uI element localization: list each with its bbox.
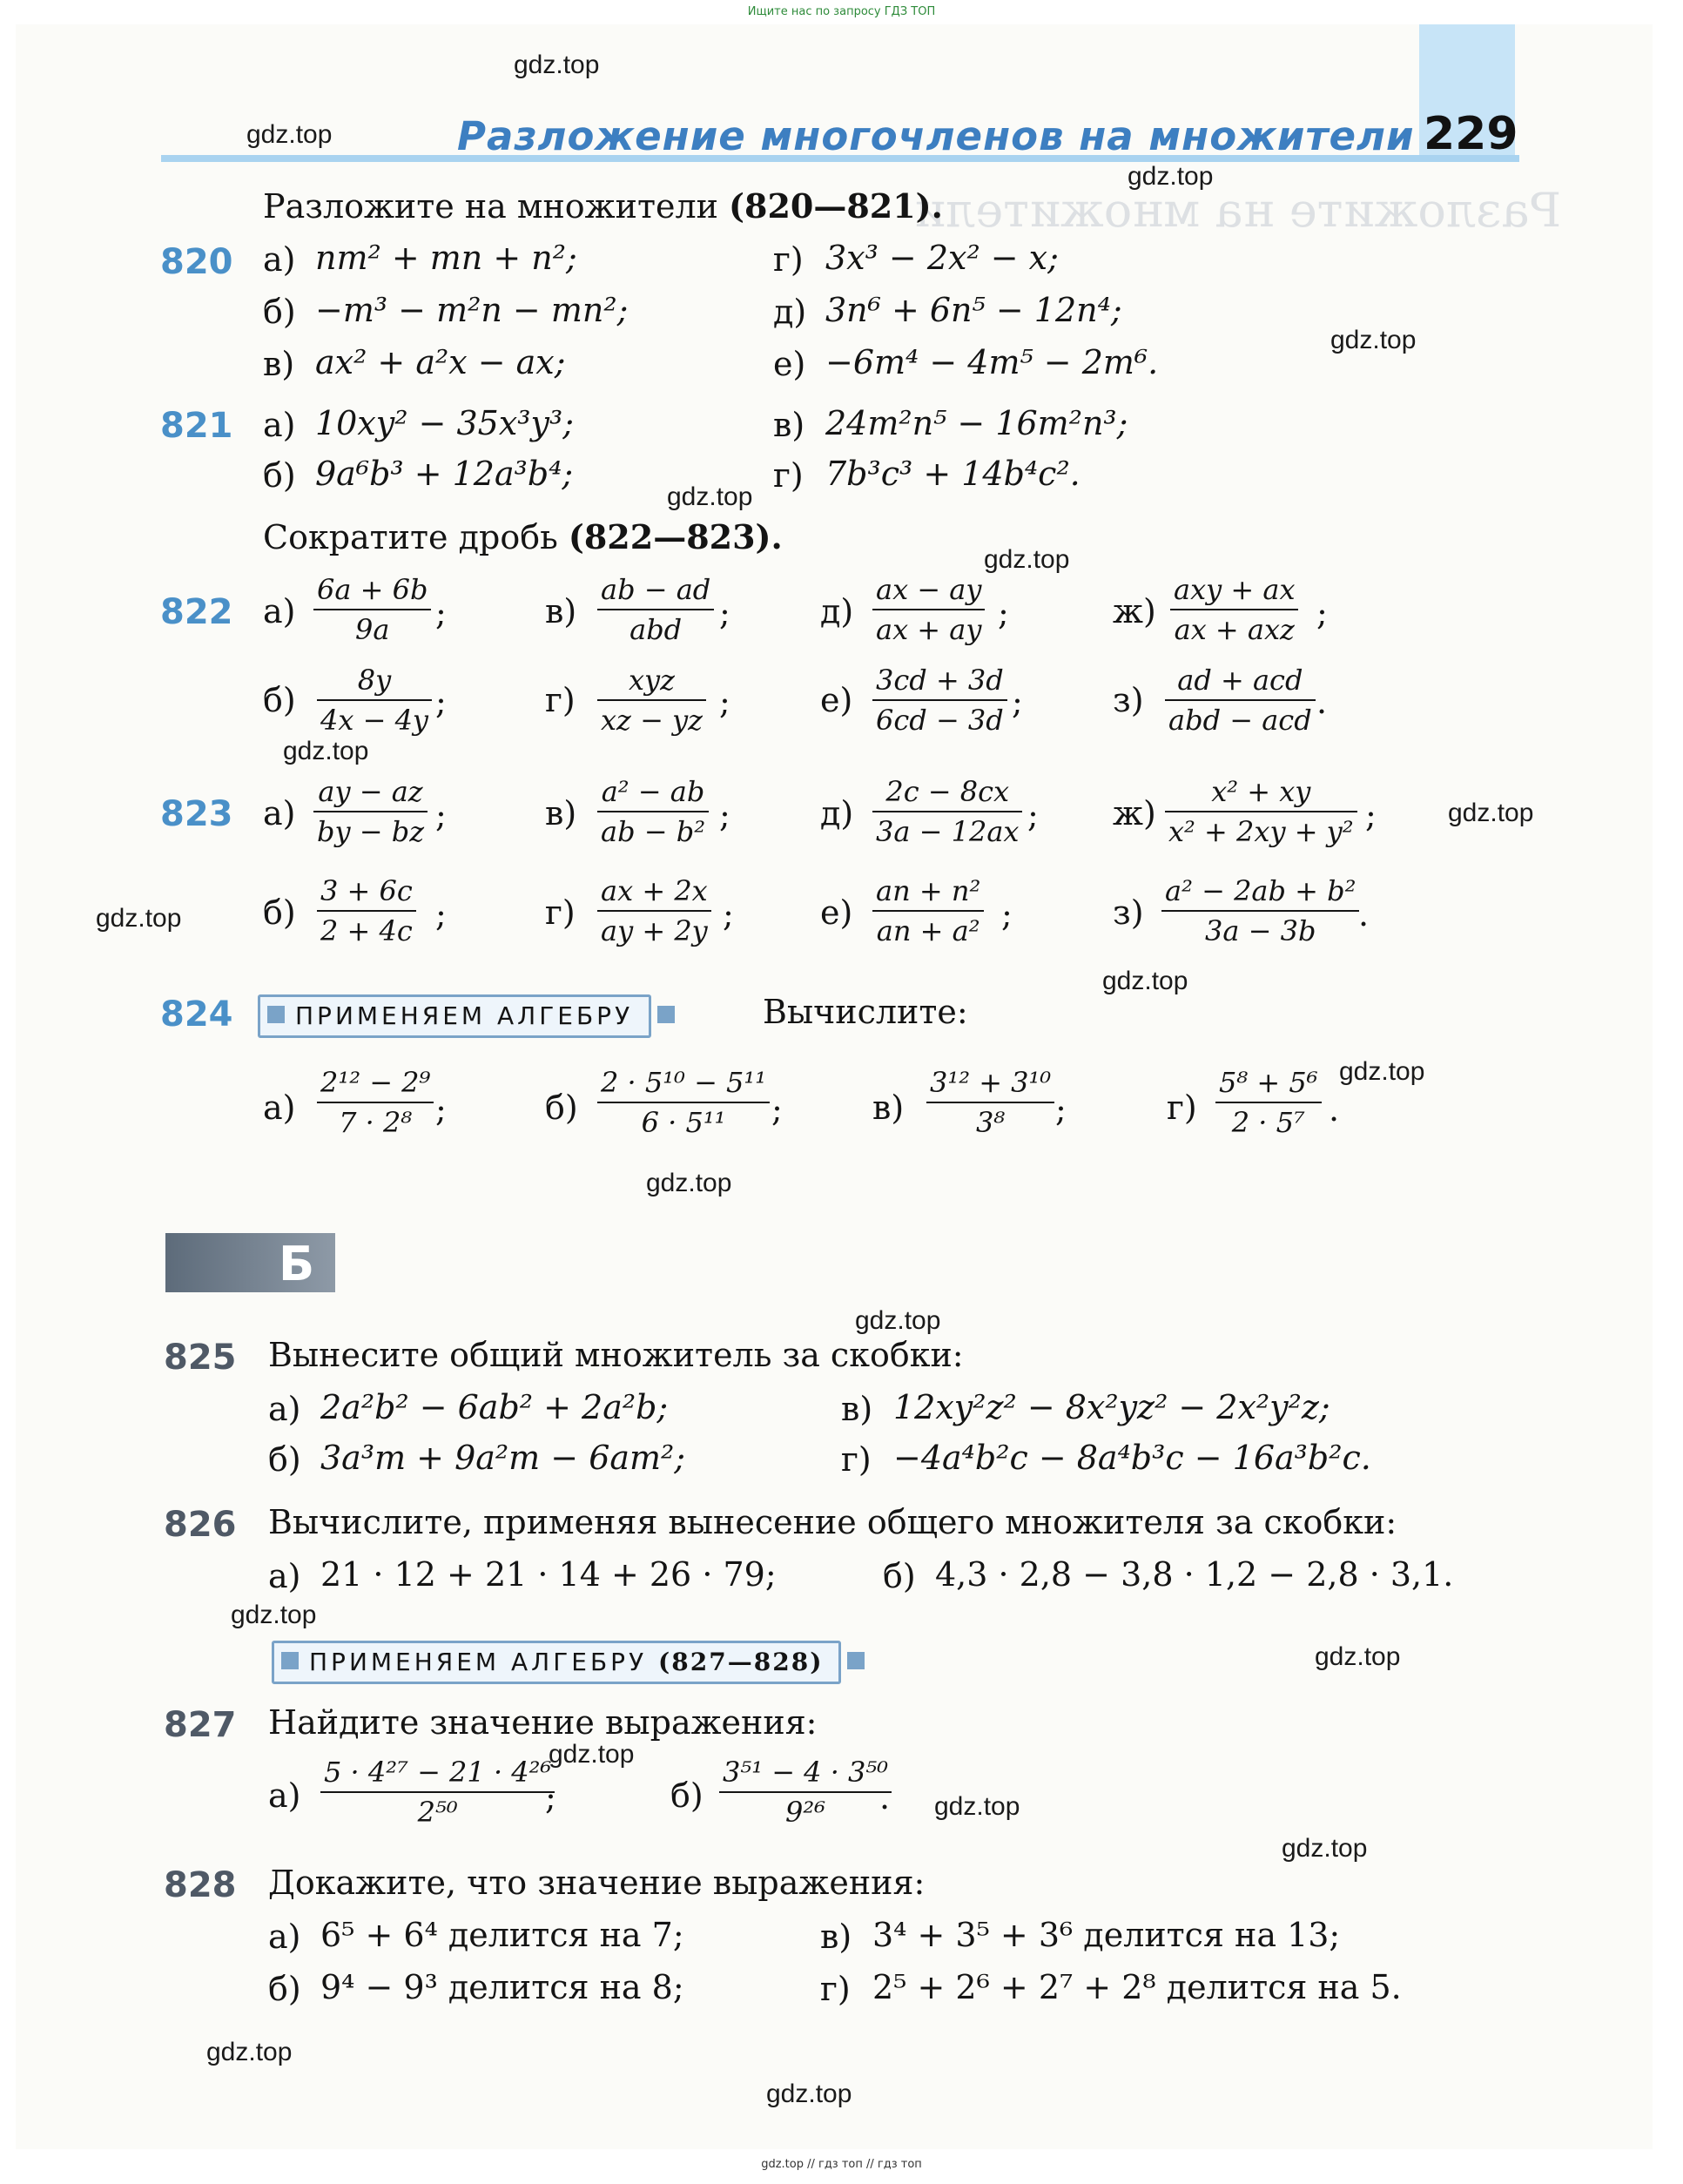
expression: −6m⁴ − 4m⁵ − 2m⁶. <box>825 343 1159 381</box>
problem-number-826: 826 <box>164 1505 237 1545</box>
expression: 3a³m + 9a²m − 6am²; <box>320 1439 686 1477</box>
label: г) <box>841 1440 872 1479</box>
expression: nm² + mn + n²; <box>315 239 577 277</box>
page-header-title: Разложение многочленов на множители <box>457 113 1415 159</box>
apply-algebra-banner: ПРИМЕНЯЕМ АЛГЕБРУ (827—828) <box>272 1641 841 1684</box>
expression: 3x³ − 2x² − x; <box>825 239 1059 277</box>
expression: 3n⁶ + 6n⁵ − 12n⁴; <box>825 291 1122 329</box>
expression: 9⁴ − 9³ делится на 8; <box>320 1968 684 2006</box>
separator: ; <box>435 796 447 834</box>
fraction: ad + acd abd − acd <box>1165 664 1316 737</box>
fraction: 3 + 6c 2 + 4c <box>317 874 416 947</box>
fraction: axy + ax ax + axz <box>1170 573 1298 646</box>
separator: . <box>1358 895 1370 934</box>
fraction: 6a + 6b 9a <box>313 573 431 646</box>
separator: ; <box>435 683 447 721</box>
label: е) <box>820 893 853 932</box>
watermark: gdz.top <box>1315 1642 1401 1671</box>
fraction: 2 · 5¹⁰ − 5¹¹ 6 · 5¹¹ <box>597 1066 770 1139</box>
label: а) <box>268 1557 301 1595</box>
expression: 2⁵ + 2⁶ + 2⁷ + 2⁸ делится на 5. <box>872 1968 1402 2006</box>
page-number: 229 <box>1424 108 1518 160</box>
watermark: gdz.top <box>1448 799 1534 827</box>
label: в) <box>841 1390 873 1428</box>
label: б) <box>268 1440 301 1479</box>
problem-number-820: 820 <box>160 242 233 282</box>
fraction: ay − az by − bz <box>313 775 427 848</box>
label: ж) <box>1113 794 1156 832</box>
top-note: Ищите нас по запросу ГДЗ ТОП <box>747 5 936 18</box>
label: г) <box>773 456 804 495</box>
instruction-828: Докажите, что значение выражения: <box>268 1864 926 1902</box>
label: в) <box>820 1918 852 1956</box>
separator: ; <box>1316 594 1328 632</box>
separator: ; <box>435 895 447 934</box>
watermark: gdz.top <box>934 1792 1020 1821</box>
label: а) <box>263 406 296 444</box>
separator: ; <box>1365 796 1377 834</box>
separator: ; <box>435 594 447 632</box>
separator: ; <box>771 1090 783 1129</box>
label: б) <box>263 456 296 495</box>
problem-number-825: 825 <box>164 1338 237 1378</box>
watermark: gdz.top <box>549 1740 635 1769</box>
label: з) <box>1113 681 1144 719</box>
bleed-through-text: Разложите на множители <box>914 183 1562 238</box>
watermark: gdz.top <box>1330 326 1417 354</box>
label: а) <box>263 1089 296 1127</box>
label: а) <box>268 1918 301 1956</box>
fraction: an + n² an + a² <box>872 874 984 947</box>
watermark: gdz.top <box>283 737 369 765</box>
label: г) <box>820 1970 851 2008</box>
watermark: gdz.top <box>206 2038 293 2066</box>
watermark: gdz.top <box>766 2080 852 2108</box>
label: в) <box>545 592 577 630</box>
watermark: gdz.top <box>855 1306 941 1335</box>
label: а) <box>263 240 296 279</box>
watermark: gdz.top <box>646 1169 732 1197</box>
fraction: 3cd + 3d 6cd − 3d <box>872 664 1007 737</box>
watermark: gdz.top <box>514 51 600 79</box>
fraction: ab − ad abd <box>597 573 714 646</box>
label: г) <box>545 681 576 719</box>
problem-number-828: 828 <box>164 1865 237 1905</box>
problem-number-824: 824 <box>160 994 233 1035</box>
separator: ; <box>1001 895 1013 934</box>
expression: 12xy²z² − 8x²yz² − 2x²y²z; <box>893 1388 1330 1426</box>
fraction: 2¹² − 2⁹ 7 · 2⁸ <box>317 1066 434 1139</box>
instruction-824: Вычислите: <box>763 993 968 1031</box>
label: в) <box>545 794 577 832</box>
expression: 10xy² − 35x³y³; <box>315 404 575 442</box>
label: а) <box>268 1776 301 1815</box>
label: б) <box>545 1089 578 1127</box>
separator: . <box>879 1778 891 1817</box>
watermark: gdz.top <box>231 1601 317 1629</box>
problem-number-822: 822 <box>160 592 233 632</box>
fraction: 3⁵¹ − 4 · 3⁵⁰ 9²⁶ <box>719 1756 892 1829</box>
instruction-820-821: Разложите на множители (820—821). <box>263 186 943 226</box>
expression: 7b³c³ + 14b⁴c². <box>825 455 1080 493</box>
fraction: 3¹² + 3¹⁰ 3⁸ <box>926 1066 1054 1139</box>
watermark: gdz.top <box>1282 1834 1368 1863</box>
label: е) <box>820 681 853 719</box>
watermark: gdz.top <box>984 545 1070 574</box>
label: а) <box>263 794 296 832</box>
label: б) <box>268 1970 301 2008</box>
instruction-826: Вычислите, применяя вынесение общего множителя за скобки: <box>268 1503 1397 1541</box>
fraction: ax + 2x ay + 2y <box>597 874 711 947</box>
instruction-822-823: Сократите дробь (822—823). <box>263 517 783 556</box>
label: в) <box>263 345 295 383</box>
separator: ; <box>719 594 730 632</box>
fraction: a² − 2ab + b² 3a − 3b <box>1161 874 1359 947</box>
watermark: gdz.top <box>246 120 333 149</box>
watermark: gdz.top <box>1128 162 1214 191</box>
label: в) <box>773 406 805 444</box>
label: г) <box>773 240 804 279</box>
expression: 21 · 12 + 21 · 14 + 26 · 79; <box>320 1555 777 1594</box>
fraction: ax − ay ax + ay <box>872 573 985 646</box>
fraction: 8y 4x − 4y <box>317 664 432 737</box>
bottom-note: gdz.top // гдз топ // гдз топ <box>761 2158 922 2171</box>
label: б) <box>263 681 296 719</box>
label: ж) <box>1113 592 1156 630</box>
expression: 2a²b² − 6ab² + 2a²b; <box>320 1388 669 1426</box>
separator: ; <box>1055 1090 1067 1129</box>
expression: 4,3 · 2,8 − 3,8 · 1,2 − 2,8 · 3,1. <box>935 1555 1454 1594</box>
section-b-badge: Б <box>165 1233 335 1292</box>
separator: . <box>1329 1090 1340 1129</box>
expression: −m³ − m²n − mn²; <box>315 291 629 329</box>
label: г) <box>1167 1089 1197 1127</box>
label: б) <box>263 893 296 932</box>
label: а) <box>263 592 296 630</box>
label: в) <box>872 1089 905 1127</box>
fraction: a² − ab ab − b² <box>597 775 709 848</box>
label: б) <box>883 1557 916 1595</box>
fraction: xyz xz − yz <box>597 664 706 737</box>
problem-number-823: 823 <box>160 794 233 834</box>
watermark: gdz.top <box>96 904 182 933</box>
instruction-825: Вынесите общий множитель за скобки: <box>268 1336 964 1374</box>
separator: ; <box>723 895 734 934</box>
fraction: 5 · 4²⁷ − 21 · 4²⁶ 2⁵⁰ <box>320 1756 555 1829</box>
watermark: gdz.top <box>1339 1057 1425 1086</box>
expression: 3⁴ + 3⁵ + 3⁶ делится на 13; <box>872 1916 1341 1954</box>
fraction: x² + xy x² + 2xy + y² <box>1165 775 1357 848</box>
expression: −4a⁴b²c − 8a⁴b³c − 16a³b²c. <box>893 1439 1371 1477</box>
separator: ; <box>719 683 730 721</box>
label: д) <box>820 592 854 630</box>
label: з) <box>1113 893 1144 932</box>
apply-algebra-banner: ПРИМЕНЯЕМ АЛГЕБРУ <box>258 994 651 1038</box>
label: г) <box>545 893 576 932</box>
label: б) <box>670 1776 703 1815</box>
watermark: gdz.top <box>1102 967 1188 995</box>
separator: . <box>1316 683 1328 721</box>
expression: ax² + a²x − ax; <box>315 343 566 381</box>
watermark: gdz.top <box>667 482 753 511</box>
separator: ; <box>998 594 1009 632</box>
fraction: 5⁸ + 5⁶ 2 · 5⁷ <box>1215 1066 1322 1139</box>
problem-number-821: 821 <box>160 406 233 446</box>
label: д) <box>773 293 807 331</box>
separator: ; <box>545 1778 556 1817</box>
fraction: 2c − 8cx 3a − 12ax <box>872 775 1022 848</box>
label: б) <box>263 293 296 331</box>
separator: ; <box>1012 683 1023 721</box>
label: е) <box>773 345 806 383</box>
separator: ; <box>719 796 730 834</box>
expression: 6⁵ + 6⁴ делится на 7; <box>320 1916 684 1954</box>
expression: 24m²n⁵ − 16m²n³; <box>825 404 1128 442</box>
label: д) <box>820 794 854 832</box>
instruction-827: Найдите значение выражения: <box>268 1703 818 1742</box>
separator: ; <box>1027 796 1039 834</box>
label: а) <box>268 1390 301 1428</box>
problem-number-827: 827 <box>164 1705 237 1745</box>
separator: ; <box>435 1090 447 1129</box>
expression: 9a⁶b³ + 12a³b⁴; <box>315 455 574 493</box>
